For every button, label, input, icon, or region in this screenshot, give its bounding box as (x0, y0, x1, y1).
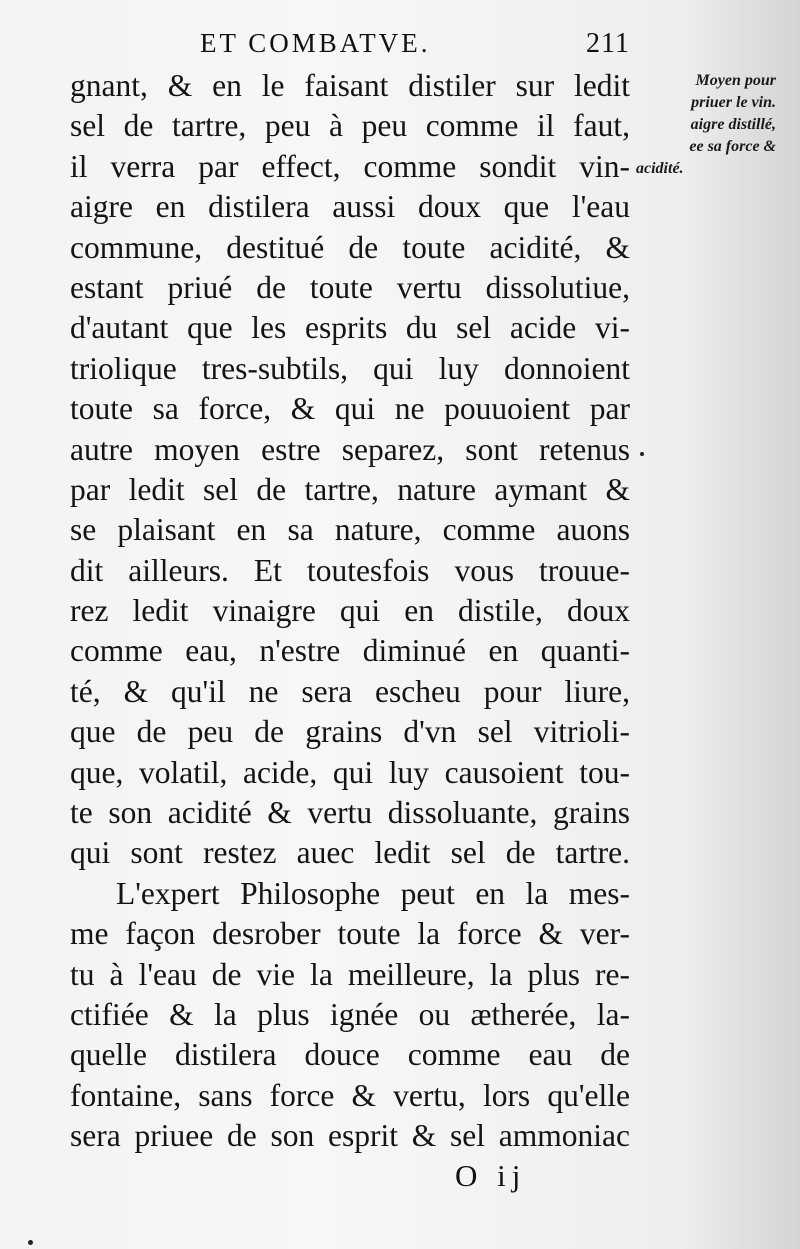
signature-mark: O ij (455, 1158, 527, 1193)
running-title: ET COMBATVE. (200, 28, 431, 58)
text-line: fontaine, sans force & vertu, lors qu'elle (70, 1077, 630, 1113)
text-line: tu à l'eau de vie la meilleure, la plus re- (70, 956, 630, 992)
text-line: par ledit sel de tartre, nature aymant & (70, 471, 630, 507)
text-line: dit ailleurs. Et toutesfois vous trouue- (70, 552, 630, 588)
text-line: ctifiée & la plus ignée ou ætherée, la- (70, 996, 630, 1032)
text-line: toute sa force, & qui ne pouuoient par (70, 391, 630, 427)
ink-spot (28, 1240, 33, 1245)
ink-spot (640, 452, 644, 456)
text-line: que de peu de grains d'vn sel vitrioli- (70, 714, 630, 750)
text-line: d'autant que les esprits du sel acide vi- (70, 310, 630, 346)
text-line: que, volatil, acide, qui luy causoient tou- (70, 754, 630, 790)
text-line: commune, destitué de toute acidité, & (70, 229, 630, 265)
text-line: aigre en distilera aussi doux que l'eau (70, 189, 630, 225)
text-line: gnant, & en le faisant distiler sur ledit (70, 68, 630, 103)
page-header (190, 28, 630, 62)
text-line: estant priué de toute vertu dissolutiue, (70, 269, 630, 305)
body-text (70, 66, 630, 1157)
text-line: sel de tartre, peu à peu comme il faut, (70, 108, 630, 144)
text-line: té, & qu'il ne sera escheu pour liure, (70, 673, 630, 709)
text-line: triolique tres-subtils, qui luy donnoient (70, 350, 630, 386)
margin-note-line: priuer le vin. (691, 94, 776, 111)
text-line: il verra par effect, comme sondit vin- (70, 148, 630, 184)
text-line: se plaisant en sa nature, comme auons (70, 512, 630, 548)
margin-note (636, 70, 776, 180)
text-line: te son acidité & vertu dissoluante, grains (70, 795, 630, 831)
text-line: comme eau, n'estre diminué en quanti- (70, 633, 630, 669)
text-line: qui sont restez auec ledit sel de tartre. (70, 835, 630, 871)
paragraph-first-line: L'expert Philosophe peut en la mes- (116, 875, 630, 911)
text-line: rez ledit vinaigre qui en distile, doux (70, 593, 630, 629)
text-line: sera priuee de son esprit & sel ammoniac (70, 1118, 630, 1154)
text-line: autre moyen estre separez, sont retenus (70, 431, 630, 467)
margin-note-line: aigre distillé, (690, 116, 776, 133)
page-number: 211 (586, 28, 630, 59)
margin-note-line: acidité. (636, 160, 684, 177)
text-line: quelle distilera douce comme eau de (70, 1037, 630, 1073)
text-line: me façon desrober toute la force & ver- (70, 916, 630, 952)
margin-note-line: ee sa force & (689, 138, 776, 155)
margin-note-line: Moyen pour (695, 72, 776, 89)
